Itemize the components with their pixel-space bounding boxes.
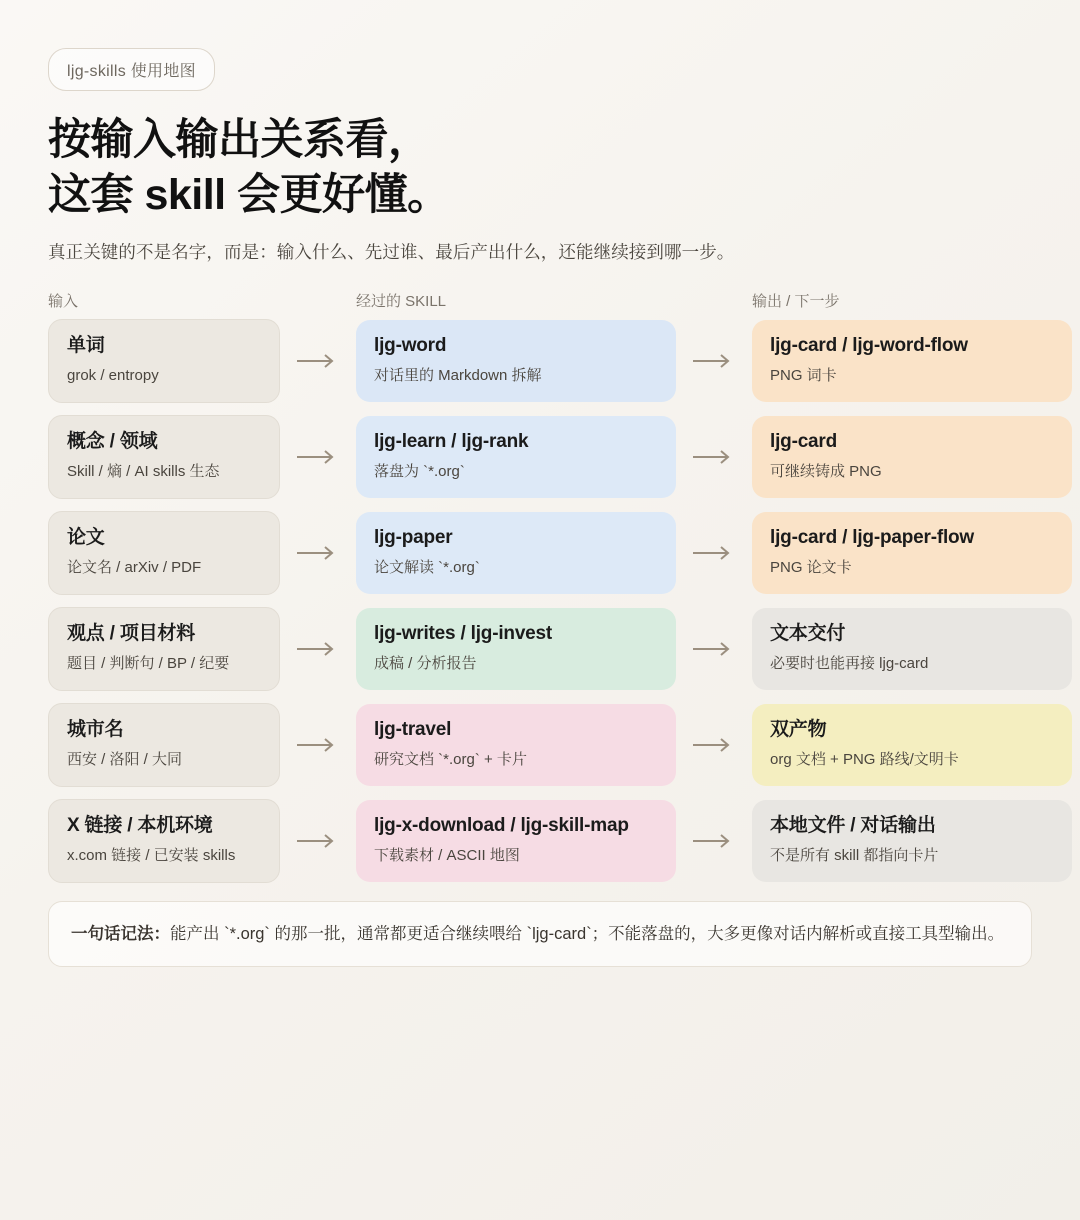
skill-title: ljg-writes / ljg-invest (374, 623, 553, 645)
input-subtitle: grok / entropy (67, 366, 159, 384)
skill-card (356, 320, 676, 402)
output-title: 双产物 (770, 719, 827, 740)
input-subtitle: 论文名 / arXiv / PDF (67, 558, 202, 576)
arrow-right-icon (280, 640, 356, 658)
skill-card (356, 416, 676, 498)
input-card (48, 319, 280, 403)
output-title: ljg-card / ljg-paper-flow (770, 527, 975, 549)
title-line-2: 这套 skill 会更好懂。 (48, 171, 450, 220)
arrow-right-icon (280, 832, 356, 850)
input-subtitle: 题目 / 判断句 / BP / 纪要 (67, 654, 230, 672)
skill-title: ljg-travel (374, 719, 452, 740)
title-line-1: 按输入输出关系看， (48, 116, 431, 164)
skill-title: ljg-paper (374, 527, 453, 549)
input-subtitle: Skill / 熵 / AI skills 生态 (67, 462, 220, 480)
output-subtitle: org 文档 + PNG 路线/文明卡 (770, 750, 959, 768)
skill-title: ljg-learn / ljg-rank (374, 431, 529, 453)
arrow-right-icon (676, 352, 752, 370)
footer-label: 一句话记法： (71, 924, 170, 943)
column-header-skill: 经过的 SKILL (356, 293, 447, 311)
output-subtitle: PNG 词卡 (770, 366, 837, 384)
flow-row (48, 511, 1032, 595)
page-subtitle: 真正关键的不是名字，而是：输入什么、先过谁、最后产出什么，还能继续接到哪一步。 (48, 242, 735, 263)
input-subtitle: 西安 / 洛阳 / 大同 (67, 750, 183, 768)
input-card (48, 415, 280, 499)
output-card (752, 608, 1072, 690)
badge-label: ljg-skills 使用地图 (48, 48, 215, 91)
input-title: X 链接 / 本机环境 (67, 814, 213, 836)
flow-row (48, 799, 1032, 883)
column-header-input: 输入 (48, 293, 79, 311)
column-headers (48, 290, 1032, 311)
input-card (48, 511, 280, 595)
output-subtitle: 不是所有 skill 都指向卡片 (770, 846, 939, 864)
skill-card (356, 608, 676, 690)
arrow-right-icon (676, 544, 752, 562)
output-title: 本地文件 / 对话输出 (770, 814, 936, 836)
column-header-output: 输出 / 下一步 (752, 293, 840, 311)
page-title (48, 113, 1032, 223)
skill-title: ljg-x-download / ljg-skill-map (374, 814, 629, 836)
skill-card (356, 512, 676, 594)
input-title: 论文 (67, 527, 105, 549)
footer-note (48, 901, 1032, 967)
flow-row (48, 319, 1032, 403)
arrow-right-icon (280, 736, 356, 754)
output-card (752, 512, 1072, 594)
input-card (48, 607, 280, 691)
output-card (752, 704, 1072, 786)
arrow-right-icon (280, 544, 356, 562)
arrow-right-icon (676, 832, 752, 850)
skill-card (356, 800, 676, 882)
skill-subtitle: 论文解读 `*.org` (374, 558, 480, 576)
footer-text: 能产出 `*.org` 的那一批，通常都更适合继续喂给 `ljg-card`；不能落盘的，大多更像对话内解析或直接工具型输出。 (170, 924, 1005, 943)
flow-rows (48, 319, 1032, 883)
flow-row (48, 415, 1032, 499)
input-subtitle: x.com 链接 / 已安装 skills (67, 846, 236, 864)
skill-subtitle: 研究文档 `*.org` + 卡片 (374, 750, 527, 768)
input-title: 概念 / 领域 (67, 431, 158, 453)
skill-card (356, 704, 676, 786)
arrow-right-icon (280, 352, 356, 370)
skill-title: ljg-word (374, 335, 447, 357)
output-card (752, 800, 1072, 882)
arrow-right-icon (280, 448, 356, 466)
arrow-right-icon (676, 448, 752, 466)
skill-subtitle: 对话里的 Markdown 拆解 (374, 366, 542, 384)
output-subtitle: PNG 论文卡 (770, 558, 852, 576)
flow-row (48, 703, 1032, 787)
output-title: 文本交付 (770, 623, 846, 645)
output-subtitle: 必要时也能再接 ljg-card (770, 654, 929, 672)
skill-subtitle: 落盘为 `*.org` (374, 462, 465, 480)
output-card (752, 320, 1072, 402)
output-card (752, 416, 1072, 498)
output-title: ljg-card (770, 431, 838, 453)
input-title: 观点 / 项目材料 (67, 623, 196, 645)
input-title: 城市名 (67, 719, 124, 740)
arrow-right-icon (676, 736, 752, 754)
input-title: 单词 (67, 335, 105, 357)
skill-subtitle: 下载素材 / ASCII 地图 (374, 846, 520, 864)
arrow-right-icon (676, 640, 752, 658)
input-card (48, 799, 280, 883)
output-title: ljg-card / ljg-word-flow (770, 335, 968, 357)
output-subtitle: 可继续铸成 PNG (770, 462, 882, 480)
input-card (48, 703, 280, 787)
flow-row (48, 607, 1032, 691)
skill-subtitle: 成稿 / 分析报告 (374, 654, 477, 672)
